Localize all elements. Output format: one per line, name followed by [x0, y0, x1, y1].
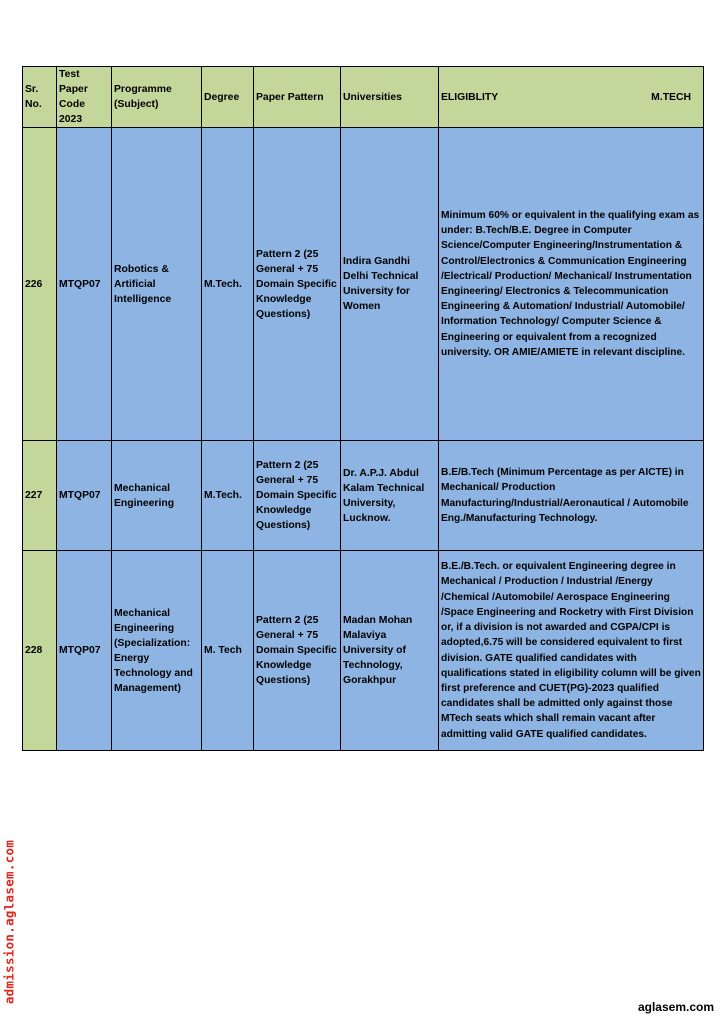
- cell-degree: M. Tech: [202, 551, 254, 751]
- footer-brand: aglasem.com: [637, 1000, 714, 1014]
- watermark-text: admission.aglasem.com: [1, 839, 17, 1005]
- cell-university: Indira Gandhi Delhi Technical University for Women: [341, 128, 439, 441]
- cell-programme: Mechanical Engineering (Specialization: Energy Technology and Management): [112, 551, 202, 751]
- header-paper-code: Test Paper Code 2023: [57, 67, 112, 128]
- header-universities: Universities: [341, 67, 439, 128]
- header-paper-pattern: Paper Pattern: [254, 67, 341, 128]
- cell-sr-no: 228: [23, 551, 57, 751]
- cell-university: Madan Mohan Malaviya University of Technology, Gorakhpur: [341, 551, 439, 751]
- cell-paper-pattern: Pattern 2 (25 General + 75 Domain Specific Knowledge Questions): [254, 128, 341, 441]
- cell-degree: M.Tech.: [202, 128, 254, 441]
- cell-sr-no: 227: [23, 441, 57, 551]
- header-eligibility: [439, 67, 704, 128]
- cell-paper-code: MTQP07: [57, 551, 112, 751]
- cell-programme: Mechanical Engineering: [112, 441, 202, 551]
- cell-eligibility: B.E/B.Tech (Minimum Percentage as per AICTE) in Mechanical/ Production Manufacturing/Industrial/Aeronautical / Automobile Eng./Manufacturing Technology.: [439, 441, 704, 551]
- cell-university: Dr. A.P.J. Abdul Kalam Technical University, Lucknow.: [341, 441, 439, 551]
- table-row: [23, 128, 704, 441]
- header-sr-no: Sr. No.: [23, 67, 57, 128]
- header-eligibility-tag: M.TECH: [651, 91, 691, 103]
- cell-paper-pattern: Pattern 2 (25 General + 75 Domain Specific Knowledge Questions): [254, 441, 341, 551]
- cell-paper-pattern: Pattern 2 (25 General + 75 Domain Specific Knowledge Questions): [254, 551, 341, 751]
- header-degree: Degree: [202, 67, 254, 128]
- cell-paper-code: MTQP07: [57, 128, 112, 441]
- cell-eligibility: B.E./B.Tech. or equivalent Engineering degree in Mechanical / Production / Industrial /Energy /Chemical /Automobile/ Aerospace Engineering /Space Engineering and Rocketry with First Division or, if a division is not awarded and CGPA/CPI is adopted,6.75 will be considered equivalent to first division. GATE qualified candidates with qualifications stated in eligibility column will be given first preference and CUET(PG)-2023 qualified candidates shall be admitted only against those MTech seats which shall remain vacant after admitting valid GATE qualified candidates.: [439, 551, 704, 751]
- table-row: [23, 551, 704, 751]
- table-row: [23, 441, 704, 551]
- cell-degree: M.Tech.: [202, 441, 254, 551]
- header-programme: Programme (Subject): [112, 67, 202, 128]
- table-header-row: [23, 67, 704, 128]
- cell-sr-no: 226: [23, 128, 57, 441]
- cell-paper-code: MTQP07: [57, 441, 112, 551]
- cell-programme: Robotics & Artificial Intelligence: [112, 128, 202, 441]
- eligibility-table: [22, 66, 704, 751]
- header-eligibility-label: ELIGIBLITY: [441, 91, 499, 103]
- cell-eligibility: Minimum 60% or equivalent in the qualifying exam as under: B.Tech/B.E. Degree in Computer Science/Computer Engineering/Instrumentation & Control/Electronics & Communication Engineering /Electrical/ Production/ Mechanical/ Instrumentation Engineering/ Electronics & Telecommunication Engineering & Automation/ Industrial/ Automobile/ Information Technology/ Computer Science & Engineering or equivalent from a recognized university. OR AMIE/AMIETE in relevant discipline.: [439, 128, 704, 441]
- watermark: [2, 830, 16, 1015]
